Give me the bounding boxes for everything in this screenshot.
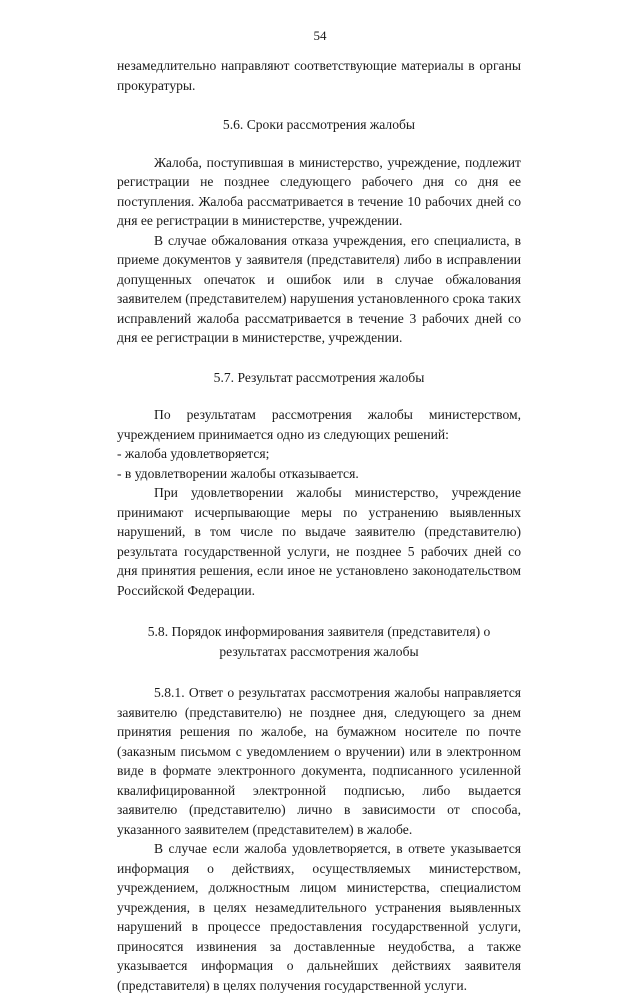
section-5-6-paragraph-2: В случае обжалования отказа учреждения, его специалиста, в приеме документов у заявителя (представителя) либо в исправлении допущенных опечаток и ошибок или в случае обжалования заявителем (представителем) нарушения установленного срока таких исправлений жалоба рассматривается в течение 3 рабочих дней со дня ее регистрации в министерстве, учреждении. — [117, 232, 521, 345]
section-5-6-heading: 5.6. Сроки рассмотрения жалобы — [222, 117, 416, 132]
section-5-7-lead: По результатам рассмотрения жалобы министерством, учреждением принимается одно из следующих решений: — [117, 407, 521, 442]
page-number: 54 — [313, 28, 327, 43]
document-body — [117, 56, 521, 995]
section-5-8-paragraph-1: 5.8.1. Ответ о результатах рассмотрения жалобы направляется заявителю (представителю) не позднее дня, следующего за днем принятия решения по жалобе, на бумажном носителе по почте (заказным письмом с уведомлением о вручении) или в электронном виде в формате электронного документа, подписанного усиленной квалифицированной электронной подписью, либо выдается заявителю (представителю) лично в зависимости от способа, указанного заявителем (представителем) в жалобе. — [117, 685, 521, 837]
intro-paragraph: незамедлительно направляют соответствующие материалы в органы прокуратуры. — [117, 58, 521, 93]
section-5-7-option-2: - в удовлетворении жалобы отказывается. — [117, 465, 359, 481]
section-5-7-option-1: - жалоба удовлетворяется; — [117, 446, 270, 461]
section-5-6-paragraph-1: Жалоба, поступившая в министерство, учреждение, подлежит регистрации не позднее следующего рабочего дня со дня ее поступления. Жалоба рассматривается в течение 10 рабочих дней со дня ее регистрации в министерстве, учреждении. — [117, 154, 521, 228]
section-5-8-heading: 5.8. Порядок информирования заявителя (представителя) о результатах рассмотрения жалобы — [147, 624, 491, 659]
section-5-7-paragraph: При удовлетворении жалобы министерство, учреждение принимают исчерпывающие меры по устранению выявленных нарушений, в том числе по выдаче заявителю (представителю) результата государственной услуги, не позднее 5 рабочих дней со дня принятия решения, если иное не установлено законодательством Российской Федерации. — [117, 485, 521, 598]
section-5-7-heading: 5.7. Результат рассмотрения жалобы — [213, 369, 425, 385]
section-5-8-paragraph-2: В случае если жалоба удовлетворяется, в ответе указывается информация о действиях, осуществляемых министерством, учреждением, должностным лицом министерства, специалистом учреждения, в целях незамедлительного устранения выявленных нарушений в процессе предоставления государственной услуги, приносятся извинения за доставленные неудобства, а также указывается информация о дальнейших действиях заявителя (представителя) в целях получения государственной услуги. — [117, 841, 521, 993]
